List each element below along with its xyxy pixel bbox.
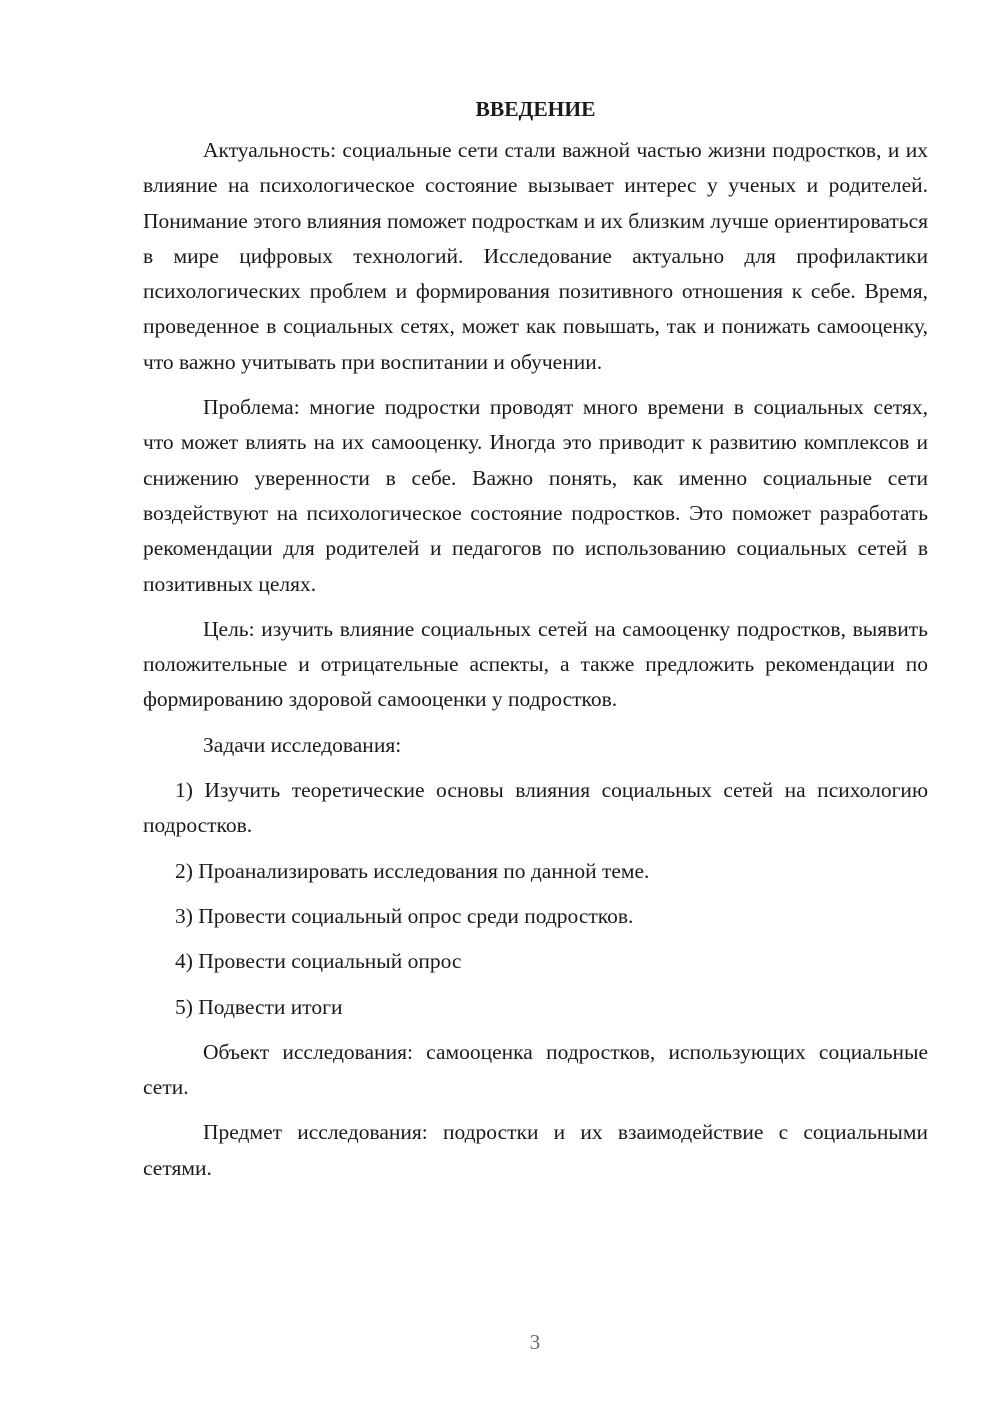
- task-item: 5) Подвести итоги: [175, 994, 343, 1019]
- problem-paragraph: Проблема: многие подростки проводят много времени в социальных сетях, что может влиять на их самооценку. Иногда это приводит к развитию комплексов и снижению уверенности в себе. Важно понять, как именно социальные сети воздействуют на психологическое состояние подростков. Это поможет разработать рекомендации для родителей и педагогов по использованию социальных сетей в позитивных целях.: [143, 395, 928, 596]
- tasks-title: Задачи исследования:: [203, 732, 402, 757]
- object-paragraph: Объект исследования: самооценка подростков, использующих социальные сети.: [143, 1039, 928, 1100]
- page-number: 3: [529, 1330, 541, 1354]
- subject-paragraph: Предмет исследования: подростки и их взаимодействие с социальными сетями.: [143, 1120, 928, 1180]
- relevance-paragraph: Актуальность: социальные сети стали важной частью жизни подростков, и их влияние на психологическое состояние вызывает интерес у ученых и родителей. Понимание этого влияния поможет подросткам и их близким лучше ориентироваться в мире цифровых технологий. Исследование актуально для профилактики психологических проблем и формирования позитивного отношения к себе. Время, проведенное в социальных сетях, может как повышать, так и понижать самооценку, что важно учитывать при воспитании и обучении.: [143, 138, 929, 374]
- task-item: 1) Изучить теоретические основы влияния социальных сетей на психологию подростков.: [143, 778, 928, 838]
- page-title: ВВЕДЕНИЕ: [475, 97, 596, 121]
- task-item: 2) Проанализировать исследования по данной теме.: [175, 858, 650, 883]
- task-item: 3) Провести социальный опрос среди подростков.: [175, 903, 634, 928]
- tasks-list: [143, 773, 928, 1025]
- document-page: [143, 92, 928, 1196]
- task-item: 4) Провести социальный опрос: [175, 949, 462, 974]
- goal-paragraph: Цель: изучить влияние социальных сетей на самооценку подростков, выявить положительные и отрицательные аспекты, а также предложить рекомендации по формированию здоровой самооценки у подростков.: [143, 616, 928, 712]
